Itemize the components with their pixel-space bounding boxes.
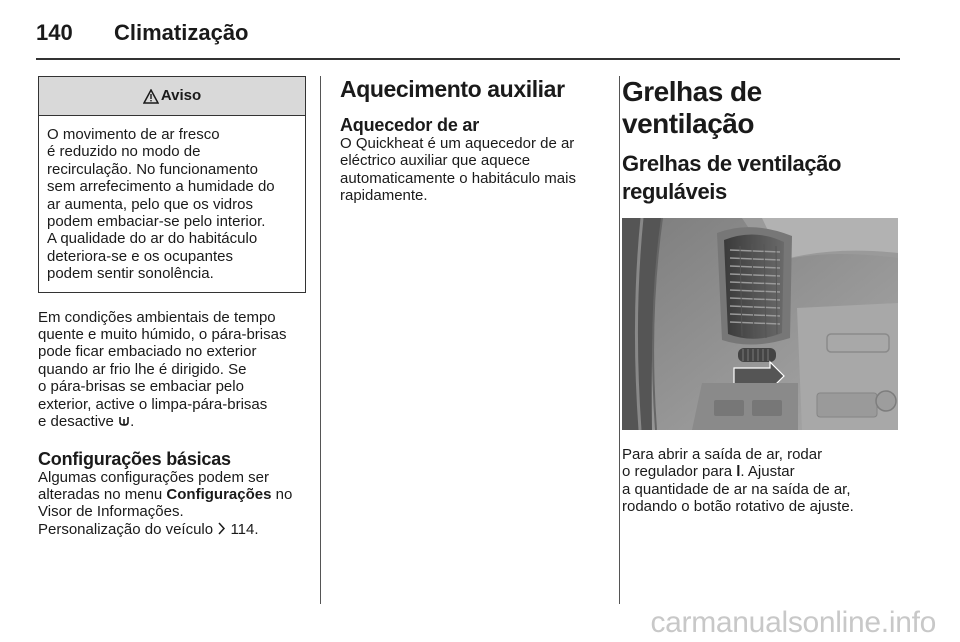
warning-line: deteriora-se e os ocupantes: [47, 247, 233, 265]
warning-triangle-icon: [143, 89, 159, 104]
text-line: O Quickheat é um aquecedor de ar: [340, 135, 575, 152]
warning-line: A qualidade do ar do habitáculo: [47, 230, 258, 248]
heading-auxiliary-heating: Aquecimento auxiliar: [340, 76, 565, 102]
text-line: a quantidade de ar na saída de ar,: [622, 480, 851, 498]
warning-line: podem embaciar-se pelo interior.: [47, 213, 266, 231]
heading-line: Grelhas de ventilação: [622, 151, 842, 176]
text-line: Visor de Informações.: [38, 503, 184, 521]
warning-line: O movimento de ar fresco: [47, 126, 220, 143]
warning-line: ar aumenta, pelo que os vidros: [47, 195, 253, 213]
paragraph-basic-settings: [38, 469, 306, 539]
text-line: Algumas configurações podem ser: [38, 468, 269, 486]
column-left: [38, 76, 306, 538]
heading-ventilation-grilles: Grelhas de ventilação: [622, 76, 762, 139]
warning-line: podem sentir sonolência.: [47, 265, 214, 283]
text-line: automaticamente o habitáculo mais: [340, 169, 576, 187]
text-line: [622, 463, 900, 480]
heading-line: reguláveis: [622, 179, 727, 204]
column-divider-1: [320, 76, 321, 604]
paragraph-open-vent: [622, 446, 900, 516]
warning-title: Aviso: [160, 87, 202, 105]
text-fragment: alteradas no menu: [38, 485, 167, 503]
section-title: Climatização: [114, 20, 249, 45]
heading-adjustable-grilles: [622, 150, 900, 206]
text-fragment: .: [130, 413, 135, 431]
column-divider-2: [619, 76, 620, 604]
page-reference[interactable]: 114.: [230, 520, 259, 538]
text-line: rapidamente.: [340, 187, 428, 205]
paragraph-quickheat: [340, 135, 602, 205]
heading-air-heater: Aquecedor de ar: [340, 115, 480, 135]
warning-line: recirculação. No funcionamento: [47, 160, 258, 178]
watermark: carmanualsonline.info: [650, 606, 936, 639]
warning-body: [39, 116, 305, 292]
text-line: rodando o botão rotativo de ajuste.: [622, 498, 854, 516]
text-line: [38, 486, 306, 503]
text-line: pode ficar embaciado no exterior: [38, 343, 257, 361]
text-fragment: o regulador para: [622, 463, 737, 481]
vent-grille-photo: [622, 218, 898, 430]
paragraph-humid-conditions: [38, 309, 306, 431]
air-conditioning-icon: [118, 415, 130, 427]
warning-line: é reduzido no modo de: [47, 143, 201, 161]
warning-line: sem arrefecimento a humidade do: [47, 178, 275, 196]
text-line: [38, 521, 306, 538]
menu-name: Configurações: [166, 485, 272, 503]
text-line: o pára-brisas se embaciar pelo: [38, 378, 244, 396]
warning-box: [38, 76, 306, 293]
header-rule: [36, 58, 900, 60]
column-right: [622, 76, 900, 516]
text-line: Para abrir a saída de ar, rodar: [622, 446, 823, 463]
text-fragment: e desactive: [38, 413, 114, 431]
text-line: exterior, active o limpa-pára-brisas: [38, 395, 268, 413]
open-symbol: l: [736, 463, 741, 481]
text-line: quando ar frio lhe é dirigido. Se: [38, 360, 247, 378]
heading-basic-settings: Configurações básicas: [38, 448, 231, 469]
warning-header: [39, 77, 305, 116]
text-fragment: Personalização do veículo: [38, 520, 218, 538]
text-fragment: . Ajustar: [740, 463, 795, 481]
page-reference-arrow-icon: [217, 522, 226, 535]
column-middle: [340, 76, 602, 205]
page-header: [36, 20, 249, 46]
page-number: 140: [36, 20, 73, 45]
text-line: quente e muito húmido, o pára-brisas: [38, 326, 287, 344]
text-line: eléctrico auxiliar que aquece: [340, 152, 531, 170]
text-fragment: no: [271, 485, 293, 503]
text-line: Em condições ambientais de tempo: [38, 308, 276, 326]
text-line: [38, 413, 306, 430]
